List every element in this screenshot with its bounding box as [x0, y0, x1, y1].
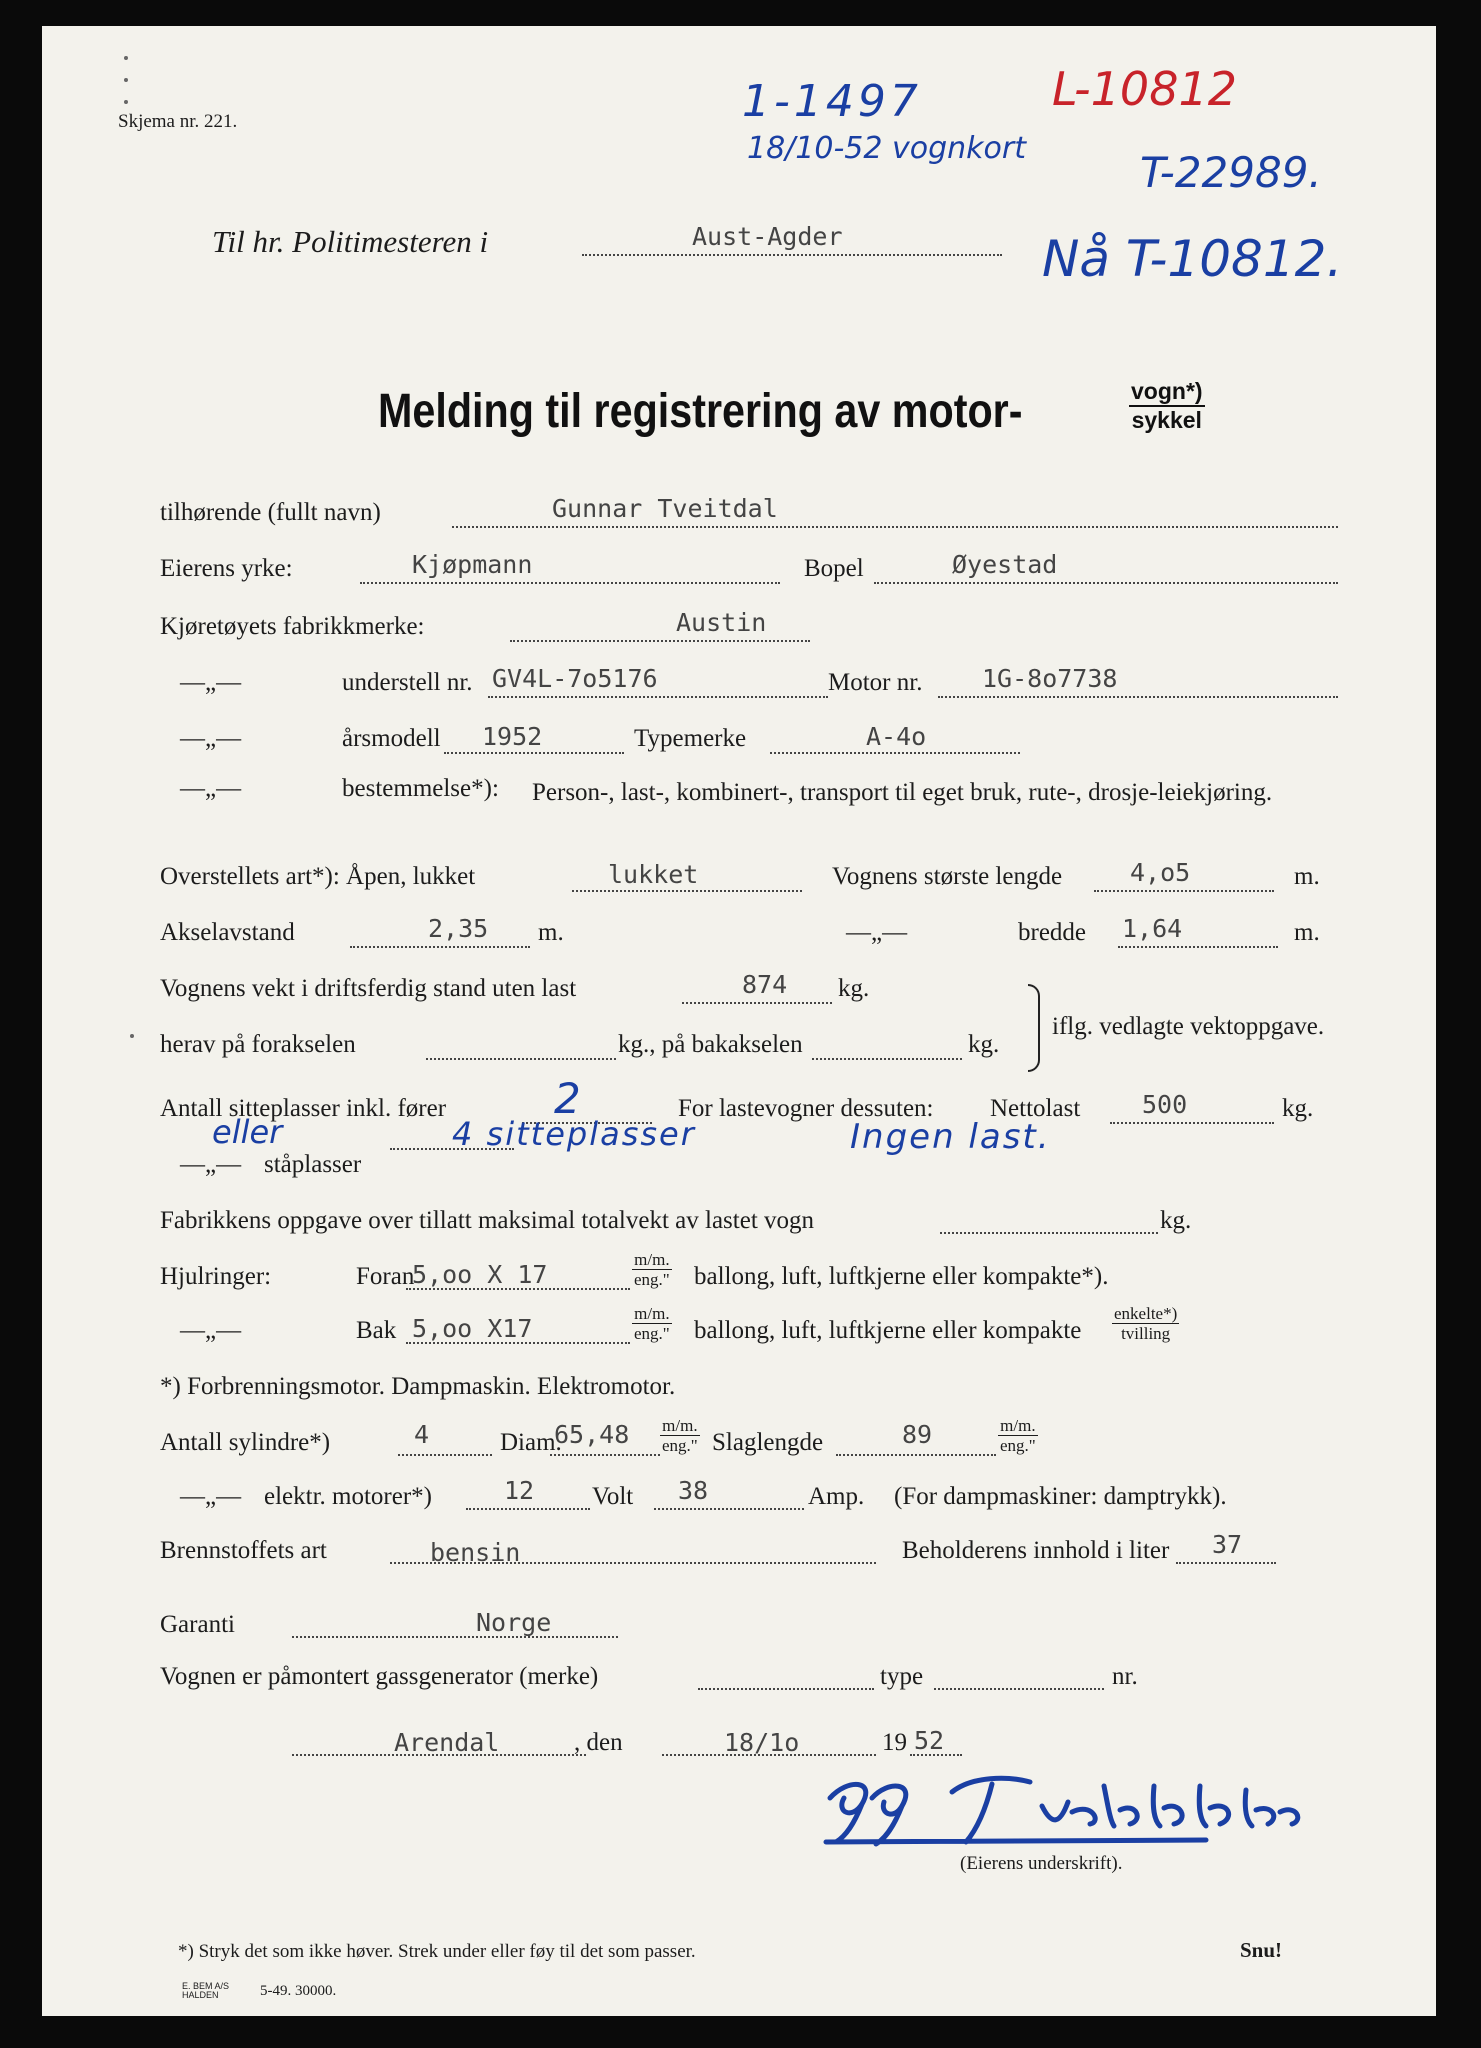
wheelbase-value: 2,35	[428, 914, 489, 943]
length-label: Vognens største lengde	[832, 863, 1063, 890]
place-value: Arendal	[394, 1728, 500, 1757]
tank-value: 37	[1212, 1530, 1243, 1559]
width-line	[1118, 946, 1278, 948]
wheelbase-line	[350, 946, 530, 948]
gas-generator-label: Vognen er påmontert gassgenerator (merke)	[160, 1663, 599, 1690]
fuel-line	[390, 1562, 876, 1564]
seats-value: 2	[554, 1074, 581, 1123]
unit-eng: eng."	[662, 1436, 698, 1455]
engine-nr-label: Motor nr.	[828, 669, 923, 696]
weight-value: 874	[742, 970, 788, 999]
handwritten-ref-top: 1-1497	[742, 76, 922, 127]
rear-axle-unit: kg.	[968, 1031, 1000, 1058]
unit-mm: m/m.	[632, 1250, 672, 1270]
diam-label: Diam.	[500, 1429, 562, 1456]
handwritten-note-vognkort: 18/10-52 vognkort	[747, 131, 1026, 166]
addressee-value: Aust-Agder	[692, 222, 843, 251]
net-load-label: Nettolast	[990, 1095, 1081, 1122]
unit-mm: m/m.	[660, 1416, 700, 1436]
addressee-line	[582, 254, 1002, 256]
body-type-label: Overstellets art*): Åpen, lukket	[160, 863, 476, 890]
width-unit: m.	[1294, 919, 1320, 946]
residence-value: Øyestad	[952, 550, 1058, 579]
purpose-options: Person-, last-, kombinert-, transport til eget bruk, rute-, drosje-leiekjøring.	[532, 779, 1273, 806]
body-type-line	[572, 890, 802, 892]
unit-eng: eng."	[634, 1324, 670, 1343]
handwritten-no-load: Ingen last.	[850, 1117, 1051, 1157]
rear-axle-line	[812, 1058, 962, 1060]
length-unit: m.	[1294, 863, 1320, 890]
length-value: 4,o5	[1130, 858, 1191, 887]
handwritten-seats: 4 sitteplasser	[452, 1115, 696, 1153]
print-info: 5-49. 30000.	[260, 1983, 337, 1999]
gas-generator-line	[698, 1688, 874, 1690]
unit-eng: eng."	[1000, 1436, 1036, 1455]
chassis-line	[488, 696, 828, 698]
max-weight-line	[940, 1232, 1158, 1234]
unit-mm: m/m.	[998, 1416, 1038, 1436]
net-load-line	[1110, 1122, 1274, 1124]
amp-label: Amp.	[808, 1483, 865, 1510]
addressee-label: Til hr. Politimesteren i	[212, 224, 489, 259]
engine-nr-value: 1G-8o7738	[982, 664, 1118, 693]
max-weight-label: Fabrikkens oppgave over tillatt maksimal totalvekt av lastet vogn	[160, 1207, 815, 1234]
make-value: Austin	[676, 608, 767, 637]
footer-note: *) Stryk det som ikke høver. Strek under eller føy til det som passer.	[178, 1941, 696, 1962]
cylinders-label: Antall sylindre*)	[160, 1429, 331, 1456]
twin-tire: tvilling	[1121, 1324, 1171, 1343]
weight-unit: kg.	[838, 975, 870, 1002]
title-fraction	[1129, 378, 1205, 434]
front-axle-line	[426, 1058, 616, 1060]
owner-name-value: Gunnar Tveitdal	[552, 494, 778, 523]
electric-label: elektr. motorer*)	[264, 1483, 432, 1510]
engine-nr-line	[938, 696, 1338, 698]
residence-label: Bopel	[804, 555, 864, 582]
diam-line	[550, 1454, 660, 1456]
turn-over: Snu!	[1240, 1938, 1283, 1962]
amp-line	[654, 1508, 804, 1510]
printer-name	[182, 1982, 229, 2000]
net-load-unit: kg.	[1282, 1095, 1314, 1122]
max-weight-unit: kg.	[1160, 1207, 1192, 1234]
owner-name-label: tilhørende (fullt navn)	[160, 499, 381, 526]
unit-mm: m/m.	[632, 1304, 672, 1324]
tires-label: Hjulringer:	[160, 1263, 272, 1290]
amp-value: 38	[678, 1476, 709, 1505]
year-value: 1952	[482, 722, 543, 751]
rear-tire-types: ballong, luft, luftkjerne eller kompakte	[694, 1317, 1082, 1344]
tire-mounting	[1112, 1304, 1179, 1343]
front-tire-unit	[632, 1250, 672, 1289]
standing-line	[390, 1148, 514, 1150]
front-tire-value: 5,oo X 17	[412, 1260, 548, 1289]
handwritten-or: eller	[212, 1113, 283, 1151]
stroke-unit	[998, 1416, 1038, 1455]
type-line	[770, 752, 1020, 754]
make-label: Kjøretøyets fabrikkmerke:	[160, 613, 425, 640]
form-number: Skjema nr. 221.	[118, 111, 238, 132]
fuel-label: Brennstoffets art	[160, 1537, 327, 1564]
owner-signature	[802, 1746, 1362, 1856]
ditto-mark: —„—	[180, 725, 242, 752]
margin-mark	[124, 56, 128, 60]
rear-tire-unit	[632, 1304, 672, 1343]
ditto-mark: —„—	[180, 669, 242, 696]
weight-note: iflg. vedlagte vektoppgave.	[1052, 1013, 1325, 1040]
make-line	[510, 640, 810, 642]
gas-nr-label: nr.	[1112, 1663, 1138, 1690]
stroke-label: Slaglengde	[712, 1429, 824, 1456]
signature-caption: (Eierens underskrift).	[960, 1853, 1123, 1874]
front-tire-types: ballong, luft, luftkjerne eller kompakte*).	[694, 1263, 1109, 1290]
ditto-mark: —„—	[180, 1483, 242, 1510]
cylinders-value: 4	[414, 1420, 430, 1449]
weight-bracket	[1028, 984, 1040, 1072]
weight-label: Vognens vekt i driftsferdig stand uten last	[160, 975, 577, 1002]
handwritten-ref-red: L-10812	[1052, 62, 1237, 116]
year-prefix: 19	[882, 1729, 907, 1756]
diam-value: 65,48	[554, 1420, 630, 1449]
rear-tire-line	[406, 1342, 630, 1344]
warranty-value: Norge	[476, 1608, 552, 1637]
year-label: årsmodell	[342, 725, 441, 752]
date-value: 18/1o	[724, 1728, 800, 1757]
standing-label: ståplasser	[264, 1151, 362, 1178]
front-tire-label: Foran	[356, 1263, 415, 1290]
date-label: , den	[574, 1729, 623, 1756]
occupation-line	[360, 582, 780, 584]
front-axle-label: herav på forakselen	[160, 1031, 356, 1058]
type-value: A-4o	[866, 722, 927, 751]
printer-name-top: E. BEM A/S	[182, 1981, 230, 1991]
warranty-line	[292, 1636, 618, 1638]
volt-line	[466, 1508, 590, 1510]
printer-name-bottom: HALDEN	[182, 1990, 219, 2000]
ditto-mark: —„—	[180, 775, 242, 802]
truck-label: For lastevogner dessuten:	[678, 1095, 934, 1122]
registration-form-page	[42, 26, 1436, 2016]
ditto-mark: —„—	[846, 919, 908, 946]
stroke-value: 89	[902, 1420, 933, 1449]
tank-label: Beholderens innhold i liter	[902, 1537, 1170, 1564]
wheelbase-label: Akselavstand	[160, 919, 295, 946]
wheelbase-unit: m.	[538, 919, 564, 946]
volt-value: 12	[504, 1476, 535, 1505]
width-label: bredde	[1018, 919, 1087, 946]
margin-mark	[130, 1034, 134, 1038]
title-fraction-bottom: sykkel	[1131, 407, 1202, 433]
gas-type-label: type	[880, 1663, 924, 1690]
weight-line	[682, 1002, 832, 1004]
handwritten-ref-right: T-22989.	[1140, 148, 1322, 197]
form-title: Melding til registrering av motor-	[378, 385, 1023, 438]
residence-line	[874, 582, 1338, 584]
width-value: 1,64	[1122, 914, 1183, 943]
signed-year-value: 52	[914, 1726, 945, 1755]
title-fraction-top: vogn*)	[1129, 378, 1205, 407]
occupation-value: Kjøpmann	[412, 550, 533, 579]
engine-types: *) Forbrenningsmotor. Dampmaskin. Elektromotor.	[160, 1373, 676, 1400]
cylinders-line	[398, 1454, 492, 1456]
place-line	[292, 1754, 586, 1756]
front-tire-line	[406, 1288, 630, 1290]
stroke-line	[836, 1454, 996, 1456]
year-line	[444, 752, 624, 754]
single-tire: enkelte*)	[1114, 1304, 1178, 1323]
body-type-value: lukket	[608, 860, 699, 889]
margin-mark	[124, 100, 128, 104]
margin-mark	[124, 78, 128, 82]
owner-name-line	[452, 526, 1338, 528]
occupation-label: Eierens yrke:	[160, 555, 293, 582]
ditto-mark: —„—	[180, 1317, 242, 1344]
gas-type-line	[934, 1688, 1104, 1690]
tank-line	[1176, 1562, 1276, 1564]
chassis-label: understell nr.	[342, 669, 473, 696]
rear-tire-value: 5,oo X17	[412, 1314, 533, 1343]
chassis-value: GV4L-7o5176	[492, 664, 658, 693]
steam-note: (For dampmaskiner: damptrykk).	[894, 1483, 1227, 1510]
purpose-label: bestemmelse*):	[342, 775, 499, 802]
warranty-label: Garanti	[160, 1611, 235, 1638]
ditto-mark: —„—	[180, 1151, 242, 1178]
net-load-value: 500	[1142, 1090, 1188, 1119]
length-line	[1094, 890, 1274, 892]
type-label: Typemerke	[634, 725, 747, 752]
volt-label: Volt	[592, 1483, 634, 1510]
seats-label: Antall sitteplasser inkl. fører	[160, 1095, 447, 1122]
rear-tire-label: Bak	[356, 1317, 397, 1344]
diam-unit	[660, 1416, 700, 1455]
handwritten-ref-now: Nå T-10812.	[1042, 230, 1343, 288]
unit-eng: eng."	[634, 1270, 670, 1289]
rear-axle-label: kg., på bakakselen	[618, 1031, 803, 1058]
fuel-value: bensin	[430, 1538, 521, 1567]
